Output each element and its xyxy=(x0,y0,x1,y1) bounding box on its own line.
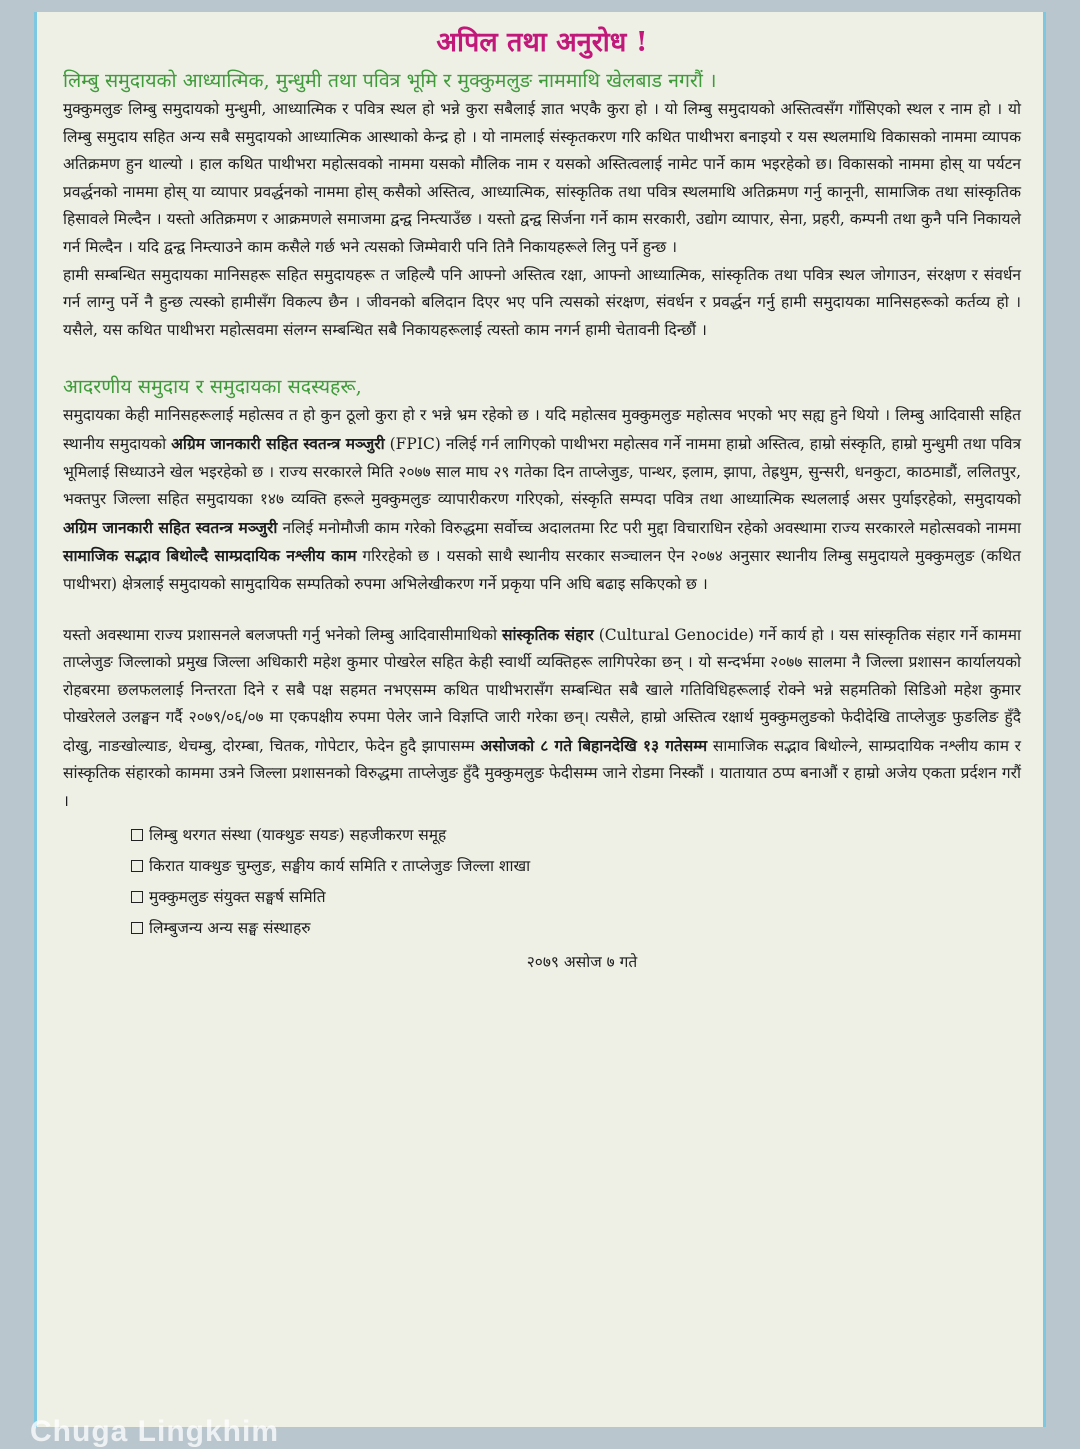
text-run: नलिई मनोमौजी काम गरेको विरुद्धमा सर्वोच्च अदालतमा रिट परी मुद्दा विचाराधिन रहेको अवस्थामा राज्य सरकारले महोत्सवको नाममा xyxy=(277,518,1021,537)
bold-run: सामाजिक सद्भाव बिथोल्दै साम्प्रदायिक नश्लीय काम xyxy=(63,546,357,566)
section-title: आदरणीय समुदाय र समुदायका सदस्यहरू, xyxy=(63,375,362,399)
document-date: २०७९ असोज ७ गते xyxy=(526,952,638,971)
organization-item xyxy=(131,913,1021,944)
checkbox-square-icon xyxy=(131,891,143,903)
bold-run: अग्रिम जानकारी सहित स्वतन्त्र मञ्जुरी xyxy=(171,433,385,453)
appeal-document xyxy=(34,12,1046,1427)
organization-name: किरात याक्थुङ चुम्लुङ, सङ्घीय कार्य समिति र ताप्लेजुङ जिल्ला शाखा xyxy=(149,856,531,875)
organization-name: मुक्कुमलुङ संयुक्त सङ्घर्ष समिति xyxy=(149,887,326,906)
organization-item xyxy=(131,882,1021,913)
organization-item xyxy=(131,820,1021,851)
organization-item xyxy=(131,851,1021,882)
organization-list xyxy=(131,820,1021,944)
text-run: सामाजिक सद्भाव बिथोल्ने, साम्प्रदायिक नश्लीय काम र सांस्कृतिक संहारको काममा उत्रने जिल्ला प्रशासनको विरुद्धमा ताप्लेजुङ हुँदै मुक्कुमलुङ फेदीसम्म जाने रोडमा निस्कौं । यातायात ठप्प बनाऔं र हाम्रो अजेय एकता प्रर्दशन गरौं । xyxy=(63,736,1021,811)
text-run: यस्तो अवस्थामा राज्य प्रशासनले बलजफ्ती गर्नु भनेको लिम्बु आदिवासीमाथिको xyxy=(63,625,503,644)
paragraph-3 xyxy=(63,402,1021,598)
headline: लिम्बु समुदायको आध्यात्मिक, मुन्धुमी तथा पवित्र भूमि र मुक्कुमलुङ नाममाथि खेलबाड नगरौं । xyxy=(63,69,717,92)
text-run: (FPIC) नलिई गर्न लागिएको पाथीभरा महोत्सव गर्ने नाममा हाम्रो अस्तित्व, हाम्रो संस्कृति, हाम्रो मुन्धुमी तथा पवित्र भूमिलाई सिध्याउने खेल भइरहेको छ । राज्य सरकारले मिति २०७७ साल माघ २९ गतेका दिन ताप्लेजुङ, पान्थर, इलाम, झापा, तेह्रथुम, सुन्सरी, धनकुटा, काठमाडौं, ललितपुर, भक्तपुर जिल्ला सहित समुदायका १४७ व्यक्ति हरूले मुक्कुमलुङ व्यापारीकरण गरिएको, संस्कृति सम्पदा पवित्र तथा आध्यात्मिक स्थललाई असर पुर्याइरहेको, समुदायको xyxy=(63,434,1022,509)
checkbox-square-icon xyxy=(131,922,143,934)
document-title: अपिल तथा अनुरोध ! xyxy=(436,27,648,58)
bold-run: सांस्कृतिक संहार xyxy=(502,624,594,644)
checkbox-square-icon xyxy=(131,860,143,872)
bold-run: असोजको ८ गते बिहानदेखि १३ गतेसम्म xyxy=(480,735,708,755)
watermark: Chuga Lingkhim xyxy=(30,1415,279,1448)
organization-name: लिम्बुजन्य अन्य सङ्घ संस्थाहरु xyxy=(149,918,311,937)
paragraph-2: हामी सम्बन्धित समुदायका मानिसहरू सहित समुदायहरू त जहिल्यै पनि आफ्नो अस्तित्व रक्षा, आफ्नो आध्यात्मिक, सांस्कृतिक तथा पवित्र स्थल जोगाउन, संरक्षण र संवर्धन गर्न लाग्नु पर्ने नै हुन्छ त्यस्को हामीसँग विकल्प छैन । जीवनको बलिदान दिएर भए पनि त्यसको संरक्षण, संवर्धन र प्रवर्द्धन गर्नु हामी समुदायका मानिसहरूको कर्तव्य हो । यसैले, यस कथित पाथीभरा महोत्सवमा संलग्न सम्बन्धित सबै निकायहरूलाई त्यस्तो काम नगर्न हामी चेतावनी दिन्छौं । xyxy=(63,265,1021,339)
paragraph-4 xyxy=(63,621,1021,816)
bold-run: अग्रिम जानकारी सहित स्वतन्त्र मञ्जुरी xyxy=(63,517,278,537)
text-run: समुदायका केही मानिसहरूलाई महोत्सव त हो कुन ठूलो कुरा हो र भन्ने भ्रम रहेको छ । यदि महोत्सव मुक्कुमलुङ महोत्सव भएको भए सह्य हुने थियो । लिम्बु आदिवासी सहित स्थानीय समुदायको xyxy=(63,406,1021,453)
organization-name: लिम्बु थरगत संस्था (याक्थुङ सयङ) सहजीकरण समूह xyxy=(149,825,447,844)
checkbox-square-icon xyxy=(131,829,143,841)
text-run: गरिरहेको छ । यसको साथै स्थानीय सरकार सञ्चालन ऐन २०७४ अनुसार स्थानीय लिम्बु समुदायले मुक्कुमलुङ (कथित पाथीभरा) क्षेत्रलाई समुदायको सामुदायिक सम्पतिको रुपमा अभिलेखीकरण गर्ने प्रकृया पनि अघि बढाइ सकिएको छ । xyxy=(63,547,1022,593)
text-run: (Cultural Genocide) गर्ने कार्य हो । यस सांस्कृतिक संहार गर्ने काममा ताप्लेजुङ जिल्लाको प्रमुख जिल्ला अधिकारी महेश कुमार पोखरेल सहित केही स्वार्थी व्यक्तिहरू लागिपरेका छन् । यो सन्दर्भमा २०७७ सालमा नै जिल्ला प्रशासन कार्यालयको रोहबरमा छलफललाई निन्तरता दिने र सबै पक्ष सहमत नभएसम्म कथित पाथीभरासँग सम्बन्धित सबै खाले गतिविधिहरूलाई रोक्ने भन्ने सहमतिको सिडिओ महेश कुमार पोखरेलले उलङ्घन गर्दै २०७९/०६/०७ मा एकपक्षीय रुपमा पेलेर जाने विज्ञप्ति जारी गरेका छन्। त्यसैले, हाम्रो अस्तित्व रक्षार्थ मुक्कुमलुङको फेदीदेखि ताप्लेजुङ फुङलिङ हुँदै दोखु, नाङखोल्याङ, थेचम्बु, दोरम्बा, चितक, गोपेटार, फेदेन हुदै झापासम्म xyxy=(63,625,1021,755)
paragraph-1: मुक्कुमलुङ लिम्बु समुदायको मुन्धुमी, आध्यात्मिक र पवित्र स्थल हो भन्ने कुरा सबैलाई ज्ञात भएकै कुरा हो । यो लिम्बु समुदायको अस्तित्वसँग गाँसिएको स्थल र नाम हो । यो लिम्बु समुदाय सहित अन्य सबै समुदायको आध्यात्मिक आस्थाको केन्द्र हो । यो नामलाई संस्कृतकरण गरि कथित पाथीभरा बनाइयो र यस स्थलमाथि विकासको नाममा व्यापक अतिक्रमण हुन थाल्यो । हाल कथित पाथीभरा महोत्सवको नाममा यसको मौलिक नाम र यसको अस्तित्वलाई नामेट पार्ने काम भइरहेको छ। विकासको नाममा होस् या पर्यटन प्रवर्द्धनको नाममा होस् या व्यापार प्रवर्द्धनको नाममा होस् कसैको अस्तित्व, आध्यात्मिक, सांस्कृतिक तथा पवित्र स्थलमाथि अतिक्रमण गर्नु कानूनी, सामाजिक तथा सांस्कृतिक हिसावले मिल्दैन । यस्तो अतिक्रमण र आक्रमणले समाजमा द्वन्द्व निम्त्याउँछ । यस्तो द्वन्द्व सिर्जना गर्ने काम सरकारी, उद्योग व्यापार, सेना, प्रहरी, कम्पनी तथा कुनै पनि निकायले गर्न मिल्दैन । यदि द्वन्द्व निम्त्याउने काम कसैले गर्छ भने त्यसको जिम्मेवारी पनि तिनै निकायहरूले लिनु पर्ने हुन्छ । xyxy=(63,100,1021,256)
